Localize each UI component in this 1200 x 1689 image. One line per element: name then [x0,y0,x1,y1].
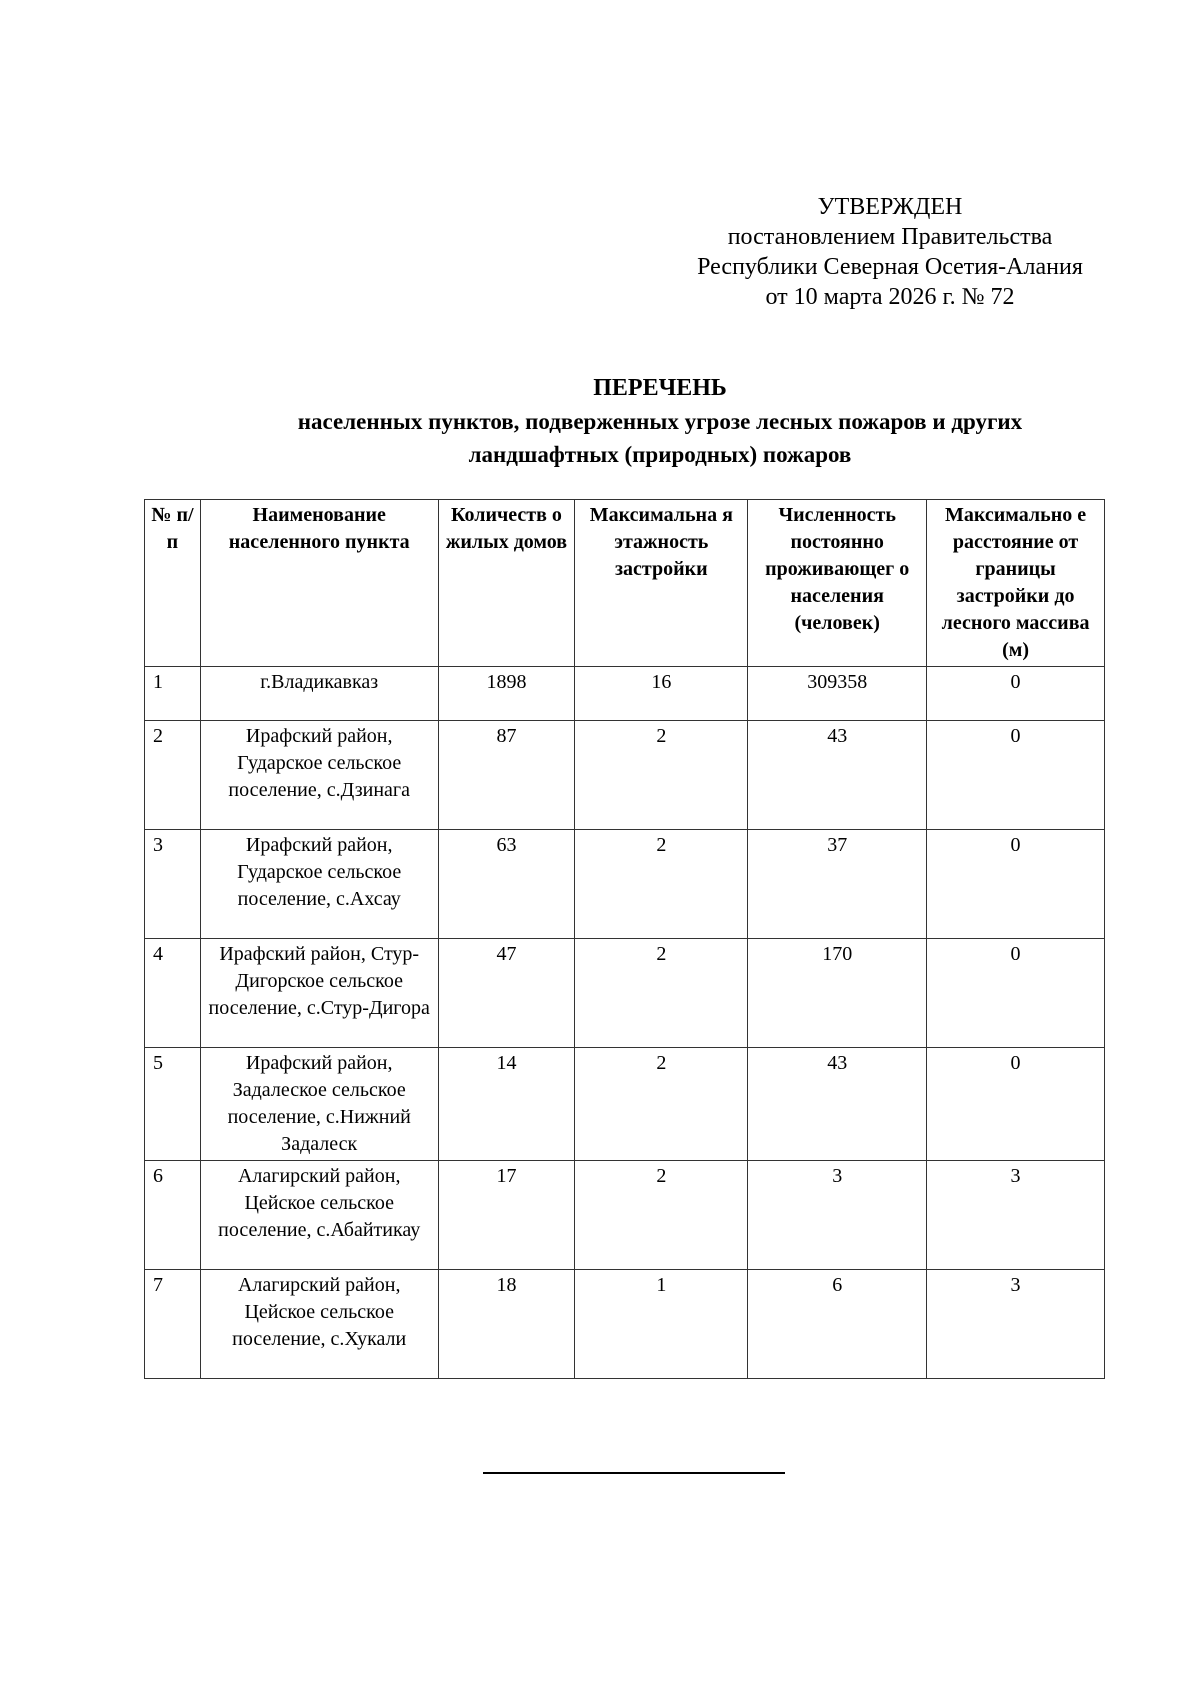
col-header-floors: Максимальна я этажность застройки [575,500,748,667]
cell-name: Алагирский район, Цейское сельское поселение, с.Абайтикау [200,1161,438,1270]
cell-number: 4 [145,939,201,1048]
cell-floors: 16 [575,667,748,721]
cell-name: Ирафский район, Гударское сельское поселение, с.Ахсау [200,830,438,939]
cell-distance: 3 [927,1161,1105,1270]
cell-floors: 2 [575,721,748,830]
approval-block [630,192,1150,312]
cell-population: 37 [748,830,927,939]
cell-distance: 0 [927,721,1105,830]
cell-population: 6 [748,1270,927,1379]
col-header-houses: Количеств о жилых домов [438,500,575,667]
table-row [145,721,1105,830]
cell-houses: 47 [438,939,575,1048]
cell-number: 5 [145,1048,201,1161]
cell-population: 43 [748,721,927,830]
col-header-distance: Максимально е расстояние от границы застройки до лесного массива (м) [927,500,1105,667]
cell-population: 3 [748,1161,927,1270]
cell-distance: 3 [927,1270,1105,1379]
cell-number: 7 [145,1270,201,1379]
cell-population: 170 [748,939,927,1048]
cell-name: Ирафский район, Гударское сельское поселение, с.Дзинага [200,721,438,830]
cell-houses: 87 [438,721,575,830]
document-title [140,372,1180,471]
cell-floors: 2 [575,1161,748,1270]
col-header-number: № п/п [145,500,201,667]
cell-houses: 18 [438,1270,575,1379]
cell-number: 1 [145,667,201,721]
col-header-population: Численность постоянно проживающег о населения (человек) [748,500,927,667]
cell-distance: 0 [927,939,1105,1048]
cell-houses: 17 [438,1161,575,1270]
cell-population: 43 [748,1048,927,1161]
cell-houses: 14 [438,1048,575,1161]
table-row [145,667,1105,721]
table-row [145,939,1105,1048]
table-row [145,1048,1105,1161]
cell-population: 309358 [748,667,927,721]
title-sub: ландшафтных (природных) пожаров [468,442,852,467]
cell-name: Ирафский район, Задалеское сельское поселение, с.Нижний Задалеск [200,1048,438,1161]
cell-distance: 0 [927,1048,1105,1161]
cell-floors: 2 [575,939,748,1048]
cell-name: г.Владикавказ [200,667,438,721]
approval-date: от 10 марта 2026 г. № 72 [765,284,1015,310]
title-sub: населенных пунктов, подверженных угрозе лесных пожаров и других [297,409,1023,434]
cell-houses: 63 [438,830,575,939]
cell-number: 6 [145,1161,201,1270]
settlements-table [144,499,1105,1379]
approval-heading: УТВЕРЖДЕН [817,194,963,220]
cell-floors: 1 [575,1270,748,1379]
approval-line: Республики Северная Осетия-Алания [697,254,1083,280]
table-row [145,1161,1105,1270]
cell-houses: 1898 [438,667,575,721]
col-header-name: Наименование населенного пункта [200,500,438,667]
cell-number: 2 [145,721,201,830]
end-divider [483,1472,785,1474]
table-row [145,830,1105,939]
cell-distance: 0 [927,667,1105,721]
approval-line: постановлением Правительства [727,224,1053,250]
cell-floors: 2 [575,1048,748,1161]
table-header-row [145,500,1105,667]
table-row [145,1270,1105,1379]
cell-name: Ирафский район, Стур-Дигорское сельское поселение, с.Стур-Дигора [200,939,438,1048]
cell-floors: 2 [575,830,748,939]
cell-distance: 0 [927,830,1105,939]
cell-name: Алагирский район, Цейское сельское поселение, с.Хукали [200,1270,438,1379]
cell-number: 3 [145,830,201,939]
title-main: ПЕРЕЧЕНЬ [593,375,727,401]
